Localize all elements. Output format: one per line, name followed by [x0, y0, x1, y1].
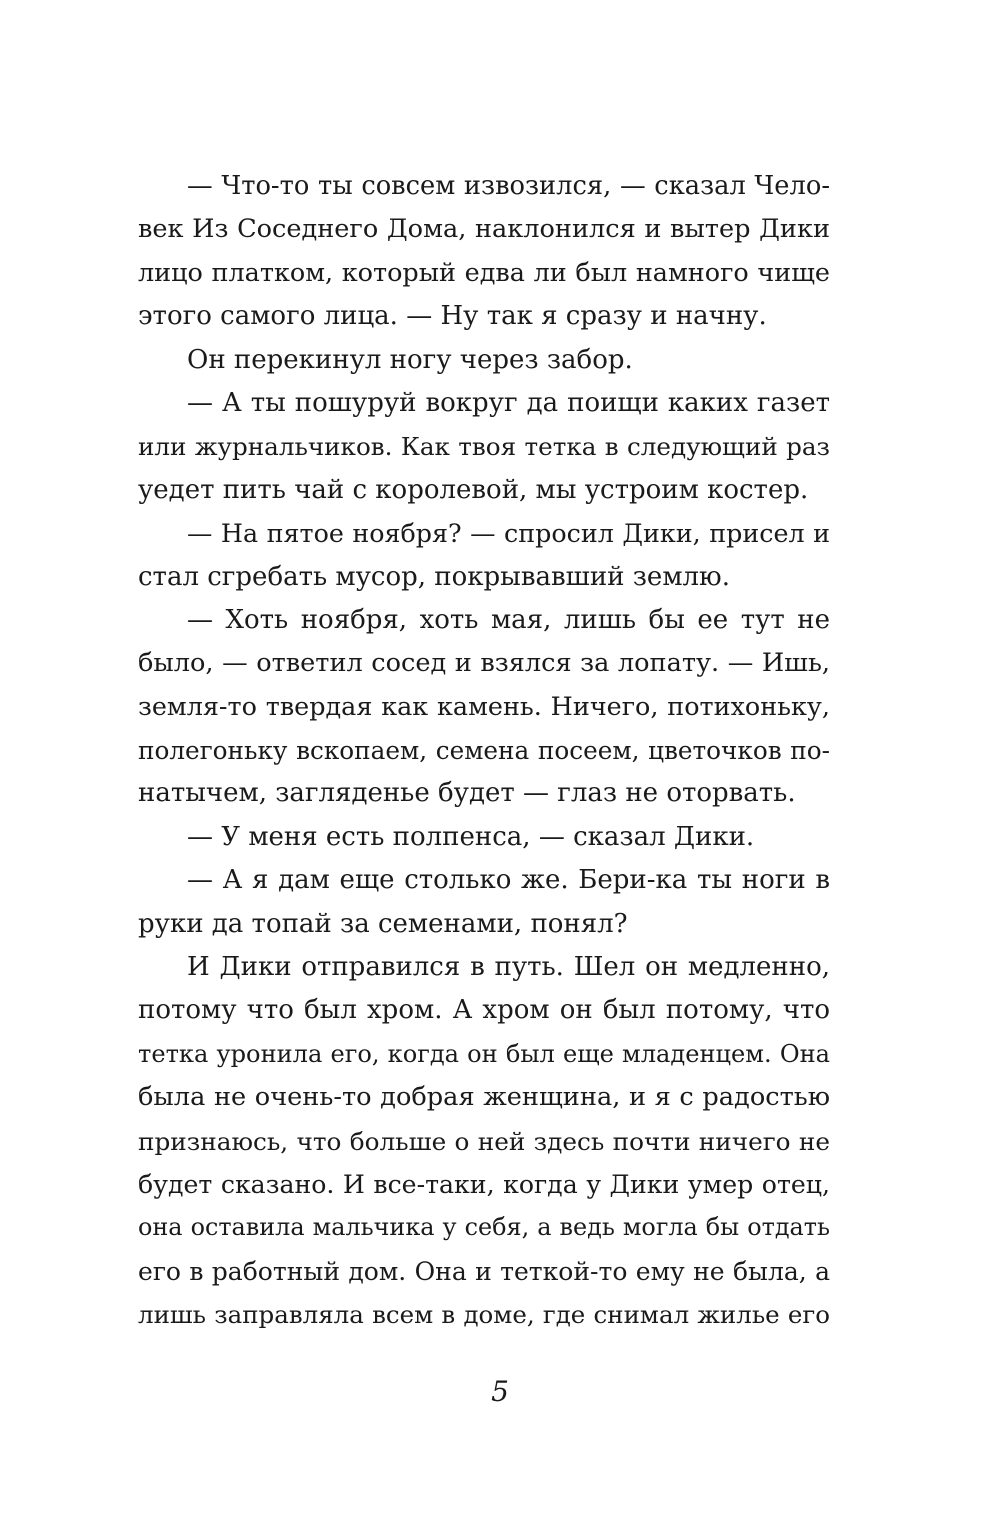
text-line: она оставила мальчика у себя, а ведь могла бы отдать — [138, 1213, 830, 1242]
text-line: этого самого лица. — Ну так я сразу и начну. — [138, 301, 767, 332]
text-line: полегоньку вскопаем, семена посеем, цветочков по- — [138, 736, 830, 766]
paragraph-first-line: — А я дам еще столько же. Бери-ка ты ноги в — [187, 865, 830, 896]
text-line: потому что был хром. А хром он был потому, что — [138, 995, 830, 1026]
text-line: натычем, загляденье будет — глаз не оторвать. — [138, 778, 796, 809]
paragraph-first-line: — У меня есть полпенса, — сказал Дики. — [187, 821, 755, 852]
text-line: было, — ответил сосед и взялся за лопату. — Ишь, — [138, 648, 830, 679]
paragraph-first-line: — А ты пошуруй вокруг да поищи каких газет — [187, 387, 830, 418]
text-line: лишь заправляла всем в доме, где снимал жилье его — [138, 1300, 830, 1330]
paragraph-first-line: И Дики отправился в путь. Шел он медленно, — [187, 952, 830, 983]
text-line: лицо платком, который едва ли был намного чище — [138, 257, 830, 288]
text-line: стал сгребать мусор, покрывавший землю. — [138, 561, 730, 592]
paragraph-first-line: Он перекинул ногу через забор. — [187, 344, 633, 375]
paragraph-first-line: — На пятое ноября? — спросил Дики, присел и — [187, 518, 830, 549]
text-line: была не очень-то добрая женщина, и я с радостью — [138, 1082, 830, 1113]
text-line: его в работный дом. Она и теткой-то ему не была, а — [138, 1256, 830, 1286]
text-line: признаюсь, что больше о ней здесь почти ничего не — [138, 1126, 830, 1156]
paragraph-first-line: — Хоть ноября, хоть мая, лишь бы ее тут не — [187, 604, 830, 635]
text-line: или журнальчиков. Как твоя тетка в следующий раз — [138, 432, 830, 462]
page-number: 5 — [491, 1375, 509, 1408]
text-line: будет сказано. И все-таки, когда у Дики умер отец, — [138, 1169, 830, 1199]
text-line: земля-то твердая как камень. Ничего, потихоньку, — [138, 691, 830, 722]
text-line: век Из Соседнего Дома, наклонился и вытер Дики — [138, 214, 830, 245]
paragraph-first-line: — Что-то ты совсем извозился, — сказал Чело- — [187, 171, 830, 201]
text-line: руки да топай за семенами, понял? — [138, 908, 628, 939]
body-text — [138, 165, 830, 1337]
text-line: уедет пить чай с королевой, мы устроим костер. — [138, 474, 809, 505]
text-line: тетка уронила его, когда он был еще младенцем. Она — [138, 1039, 830, 1068]
